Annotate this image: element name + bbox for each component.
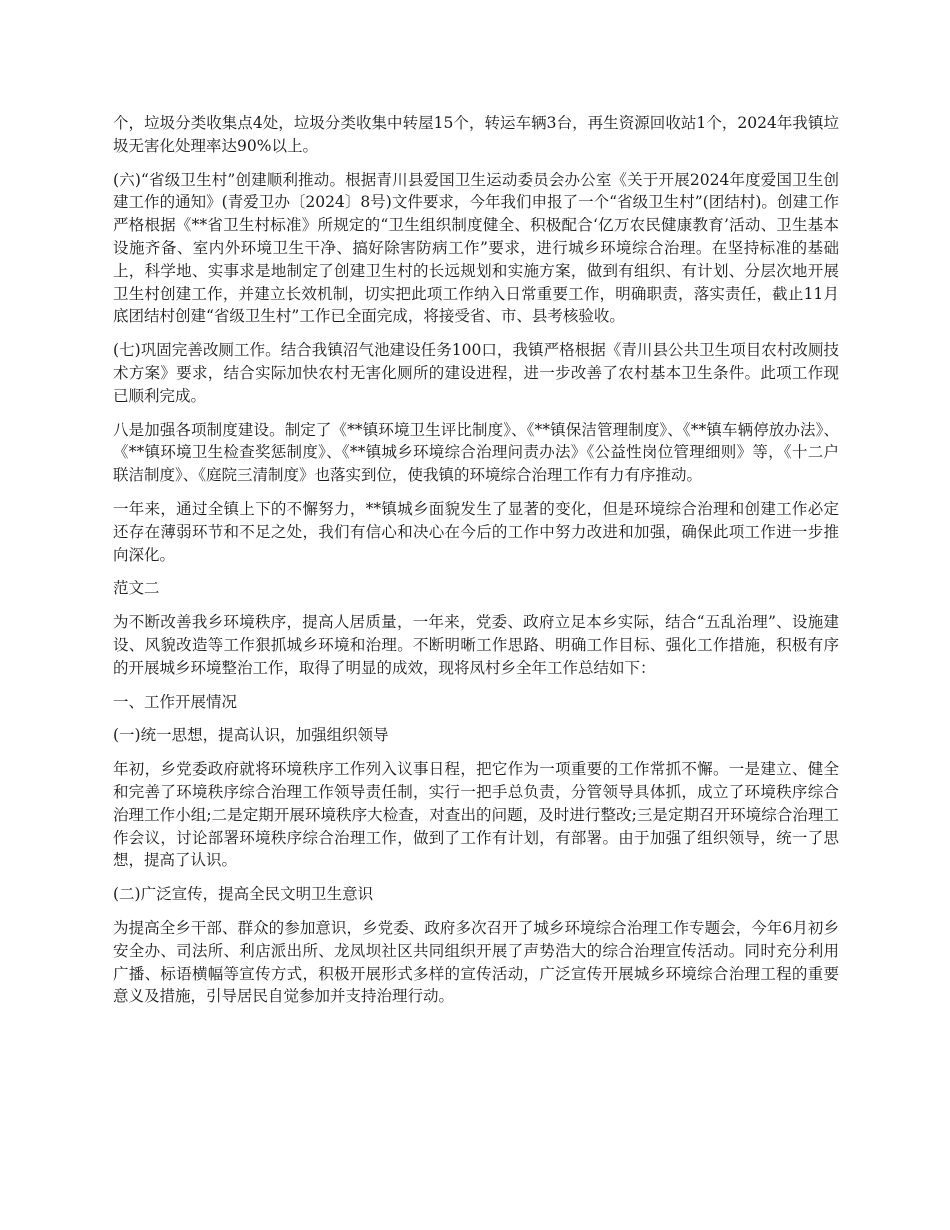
subheading-unify-thinking: (一)统一思想，提高认识，加强组织领导 (113, 726, 389, 745)
paragraph-waste-stats: 个，垃圾分类收集点4处，垃圾分类收集中转屋15个，转运车辆3台，再生资源回收站1个，2024年我镇垃圾无害化处理率达90%以上。 (113, 114, 839, 155)
paragraph-toilet-renovation: (七)巩固完善改厕工作。结合我镇沼气池建设任务100口，我镇严格根据《青川县公共卫生项目农村改厕技术方案》要求，结合实际加快农村无害化厕所的建设进程，进一步改善了农村基本卫生条件。此项工作现已顺利完成。 (113, 341, 839, 405)
paragraph-publicity: 为提高全乡干部、群众的参加意识，乡党委、政府多次召开了城乡环境综合治理工作专题会，今年6月初乡安全办、司法所、利店派出所、龙凤坝社区共同组织开展了声势浩大的综合治理宣传活动。同时充分利用广播、标语横幅等宣传方式，积极开展形式多样的宣传活动，广泛宣传开展城乡环境综合治理工程的重要意义及措施，引导居民自觉参加并支持治理行动。 (113, 918, 839, 1006)
document-body (113, 112, 839, 1019)
paragraph-provincial-health-village: (六)“省级卫生村”创建顺利推动。根据青川县爱国卫生运动委员会办公室《关于开展2024年度爱国卫生创建工作的通知》(青爱卫办〔2024〕8号)文件要求，今年我们申报了一个“省级卫生村”(团结村)。创建工作严格根据《**省卫生村标准》所规定的“卫生组织制度健全、积极配合‘亿万农民健康教育’活动、卫生基本设施齐备、室内外环境卫生干净、搞好除害防病工作”要求，进行城乡环境综合治理。在坚持标准的基础上，科学地、实事求是地制定了创建卫生村的长远规划和实施方案，做到有组织、有计划、分层次地开展卫生村创建工作，并建立长效机制，切实把此项工作纳入日常重要工作，明确职责，落实责任，截止11月底团结村创建“省级卫生村”工作已全面完成，将接受省、市、县考核验收。 (113, 170, 839, 326)
subheading-publicity: (二)广泛宣传，提高全民文明卫生意识 (113, 885, 374, 904)
heading-work-status: 一、工作开展情况 (113, 692, 238, 711)
paragraph-year-summary: 一年来，通过全镇上下的不懈努力，**镇城乡面貌发生了显著的变化，但是环境综合治理和创建工作必定还存在薄弱环节和不足之处，我们有信心和决心在今后的工作中努力改进和加强，确保此项工作进一步推向深化。 (113, 499, 839, 564)
paragraph-system-building: 八是加强各项制度建设。制定了《**镇环境卫生评比制度》、《**镇保洁管理制度》、《**镇车辆停放办法》、《**镇环境卫生检查奖惩制度》、《**镇城乡环境综合治理问责办法》《公益性岗位管理细则》等，《十二户联洁制度》、《庭院三清制度》也落实到位，使我镇的环境综合治理工作有力有序推动。 (113, 420, 839, 485)
section-title-sample-two: 范文二 (113, 579, 160, 598)
paragraph-intro-sample-two: 为不断改善我乡环境秩序，提高人居质量，一年来，党委、政府立足本乡实际，结合“五乱治理”、设施建设、风貌改造等工作狠抓城乡环境和治理。不断明晰工作思路、明确工作目标、强化工作措施，积极有序的开展城乡环境整治工作，取得了明显的成效，现将凤村乡全年工作总结如下： (113, 613, 839, 677)
paragraph-leadership: 年初，乡党委政府就将环境秩序工作列入议事日程，把它作为一项重要的工作常抓不懈。一是建立、健全和完善了环境秩序综合治理工作领导责任制，实行一把手总负责，分管领导具体抓，成立了环境秩序综合治理工作小组;二是定期开展环境秩序大检查，对查出的问题，及时进行整改;三是定期召开环境综合治理工作会议，讨论部署环境秩序综合治理工作，做到了工作有计划，有部署。由于加强了组织领导，统一了思想，提高了认识。 (113, 760, 839, 870)
